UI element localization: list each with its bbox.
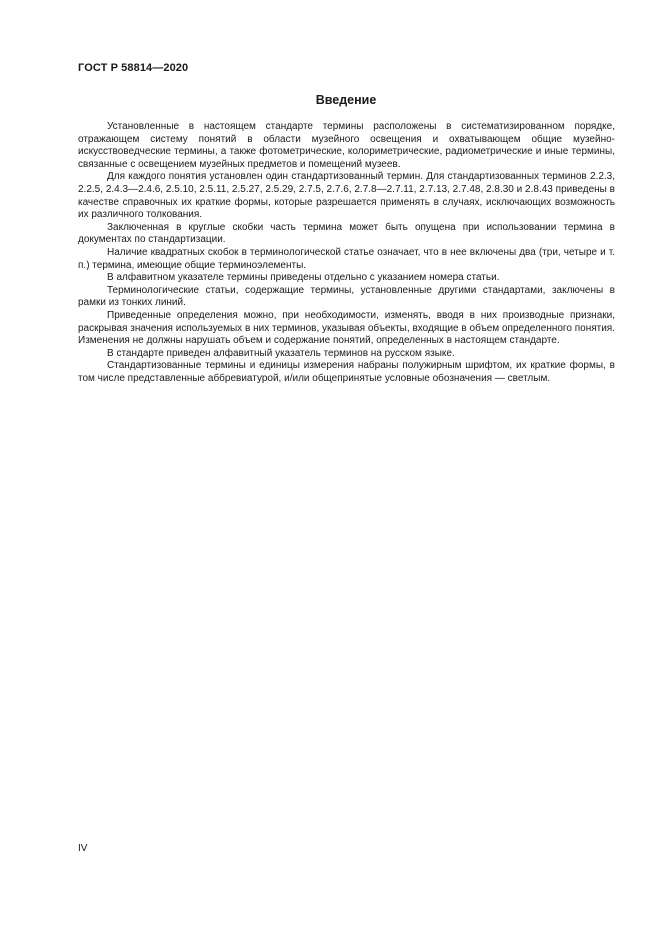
document-code: ГОСТ Р 58814—2020: [78, 62, 189, 74]
paragraph-framed-articles: Терминологические статьи, содержащие термины, установленные другими стандартами, заключены в рамки из тонких линий.: [78, 284, 615, 309]
section-title: Введение: [315, 93, 377, 107]
paragraph-terms-order: Установленные в настоящем стандарте термины расположены в систематизированном порядке, отражающем систему понятий в области музейного освещения и охватывающем общие музейно-искусствоведческие термины, а также фотометрические, колориметрические, радиометрические и иные термины, связанные с освещением музейных предметов и помещений музеев.: [78, 121, 615, 170]
paragraph-square-brackets: Наличие квадратных скобок в терминологической статье означает, что в нее включены два (три, четыре и т. п.) термина, имеющие общие терминоэлементы.: [78, 246, 615, 271]
page-number: IV: [78, 843, 88, 854]
paragraph-standard-terms: Для каждого понятия установлен один стандартизованный термин. Для стандартизованных терминов 2.2.3, 2.2.5, 2.4.3—2.4.6, 2.5.10, 2.5.11, 2.5.27, 2.5.29, 2.7.5, 2.7.6, 2.7.8—2.7.11, 2.7.13, 2.7.48, 2.8.30 и 2.8.43 приведены в качестве справочных их краткие формы, которые разрешается применять в случаях, исключающих возможность их различного толкования.: [78, 171, 615, 221]
paragraph-russian-index: В стандарте приведен алфавитный указатель терминов на русском языке.: [107, 347, 455, 359]
paragraph-typography: Стандартизованные термины и единицы измерения набраны полужирным шрифтом, их краткие формы, в том числе представленные аббревиатурой, и/или общепринятые условные обозначения — светлым.: [78, 360, 615, 384]
paragraph-definitions: Приведенные определения можно, при необходимости, изменять, вводя в них производные признаки, раскрывая значения используемых в них терминов, указывая объекты, входящие в объем определенного понятия. Изменения не должны нарушать объем и содержание понятий, определенных в настоящем стандарте.: [78, 309, 615, 347]
paragraph-round-brackets: Заключенная в круглые скобки часть термина может быть опущена при использовании термина в документах по стандартизации.: [78, 221, 615, 246]
introduction-body: [78, 121, 615, 385]
paragraph-alphabetical-index: В алфавитном указателе термины приведены отдельно с указанием номера статьи.: [107, 272, 500, 284]
